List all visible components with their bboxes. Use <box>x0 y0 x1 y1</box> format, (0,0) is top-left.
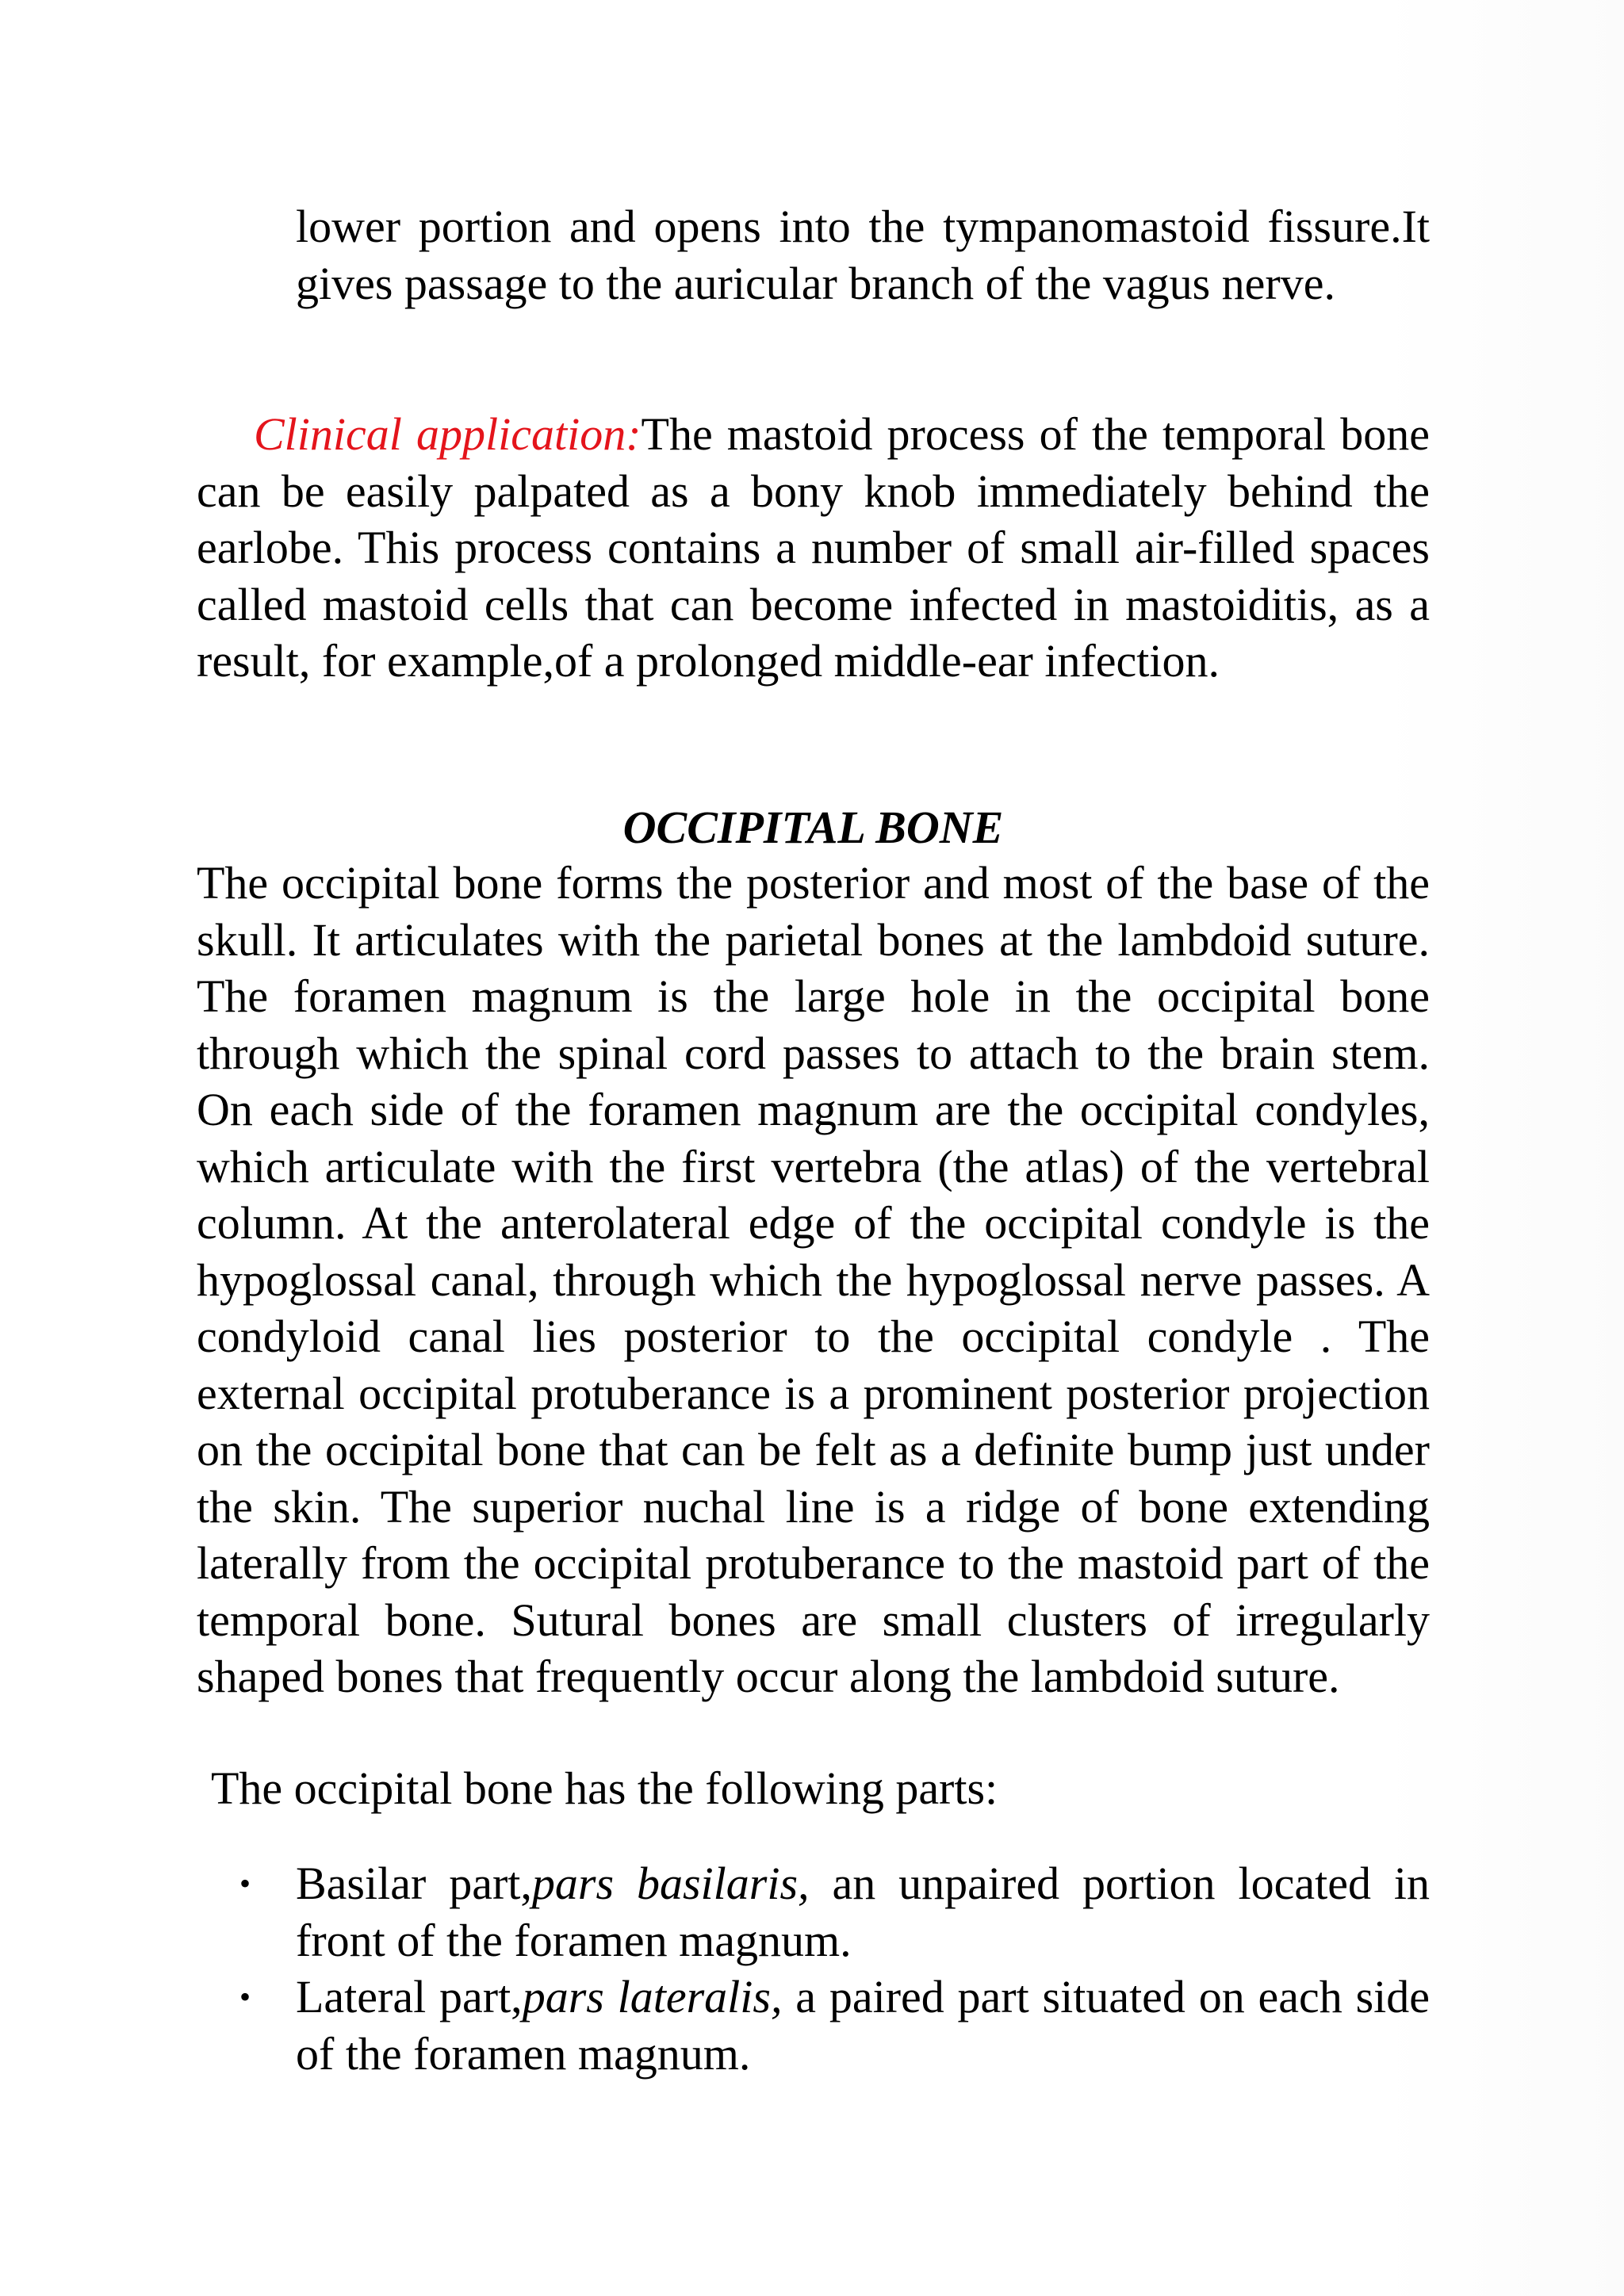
parts-intro: The occipital bone has the following parts: <box>211 1762 998 1814</box>
part-description: a paired part situated on each side of the foramen magnum. <box>296 1971 1430 2080</box>
occipital-body-paragraph: The occipital bone forms the posterior and most of the base of the skull. It articulates with the parietal bones at the lambdoid suture. The foramen magnum is the large hole in the occipital bone through which the spinal cord passes to attach to the brain stem. On each side of the foramen magnum are the occipital condyles, which articulate with the first vertebra (the atlas) of the vertebral column. At the anterolateral edge of the occipital condyle is the hypoglossal canal, through which the hypoglossal nerve passes. A condyloid canal lies posterior to the occipital condyle . The external occipital protuberance is a prominent posterior projection on the occipital bone that can be felt as a definite bump just under the skin. The superior nuchal line is a ridge of bone extending laterally from the occipital protuberance to the mastoid part of the temporal bone. Sutural bones are small clusters of irregularly shaped bones that frequently occur along the lambdoid suture. <box>197 857 1430 1702</box>
part-latin-name: pars lateralis, <box>522 1971 783 2022</box>
bullet-icon: • <box>239 1979 251 2015</box>
part-name: Basilar part, <box>296 1858 532 1909</box>
clinical-application-label: Clinical application: <box>254 408 642 460</box>
list-item <box>0 1969 1430 2082</box>
part-description: an unpaired portion located in front of the foramen magnum. <box>296 1858 1430 1966</box>
bullet-icon: • <box>239 1866 251 1901</box>
clinical-application-paragraph <box>197 406 1430 690</box>
section-heading: OCCIPITAL BONE <box>622 802 1004 853</box>
clinical-application-text: The mastoid process of the temporal bone can be easily palpated as a bony knob immediately behind the earlobe. This process contains a number of small air-filled spaces called mastoid cells that can become infected in mastoiditis, as a result, for example,of a prolonged middle-ear infection. <box>197 408 1430 687</box>
part-name: Lateral part, <box>296 1971 523 2022</box>
list-item <box>0 1855 1430 1969</box>
part-latin-name: pars basilaris, <box>531 1858 810 1909</box>
continuation-paragraph: lower portion and opens into the tympanomastoid fissure.It gives passage to the auricular branch of the vagus nerve. <box>296 201 1430 309</box>
parts-list <box>0 1855 1624 2082</box>
